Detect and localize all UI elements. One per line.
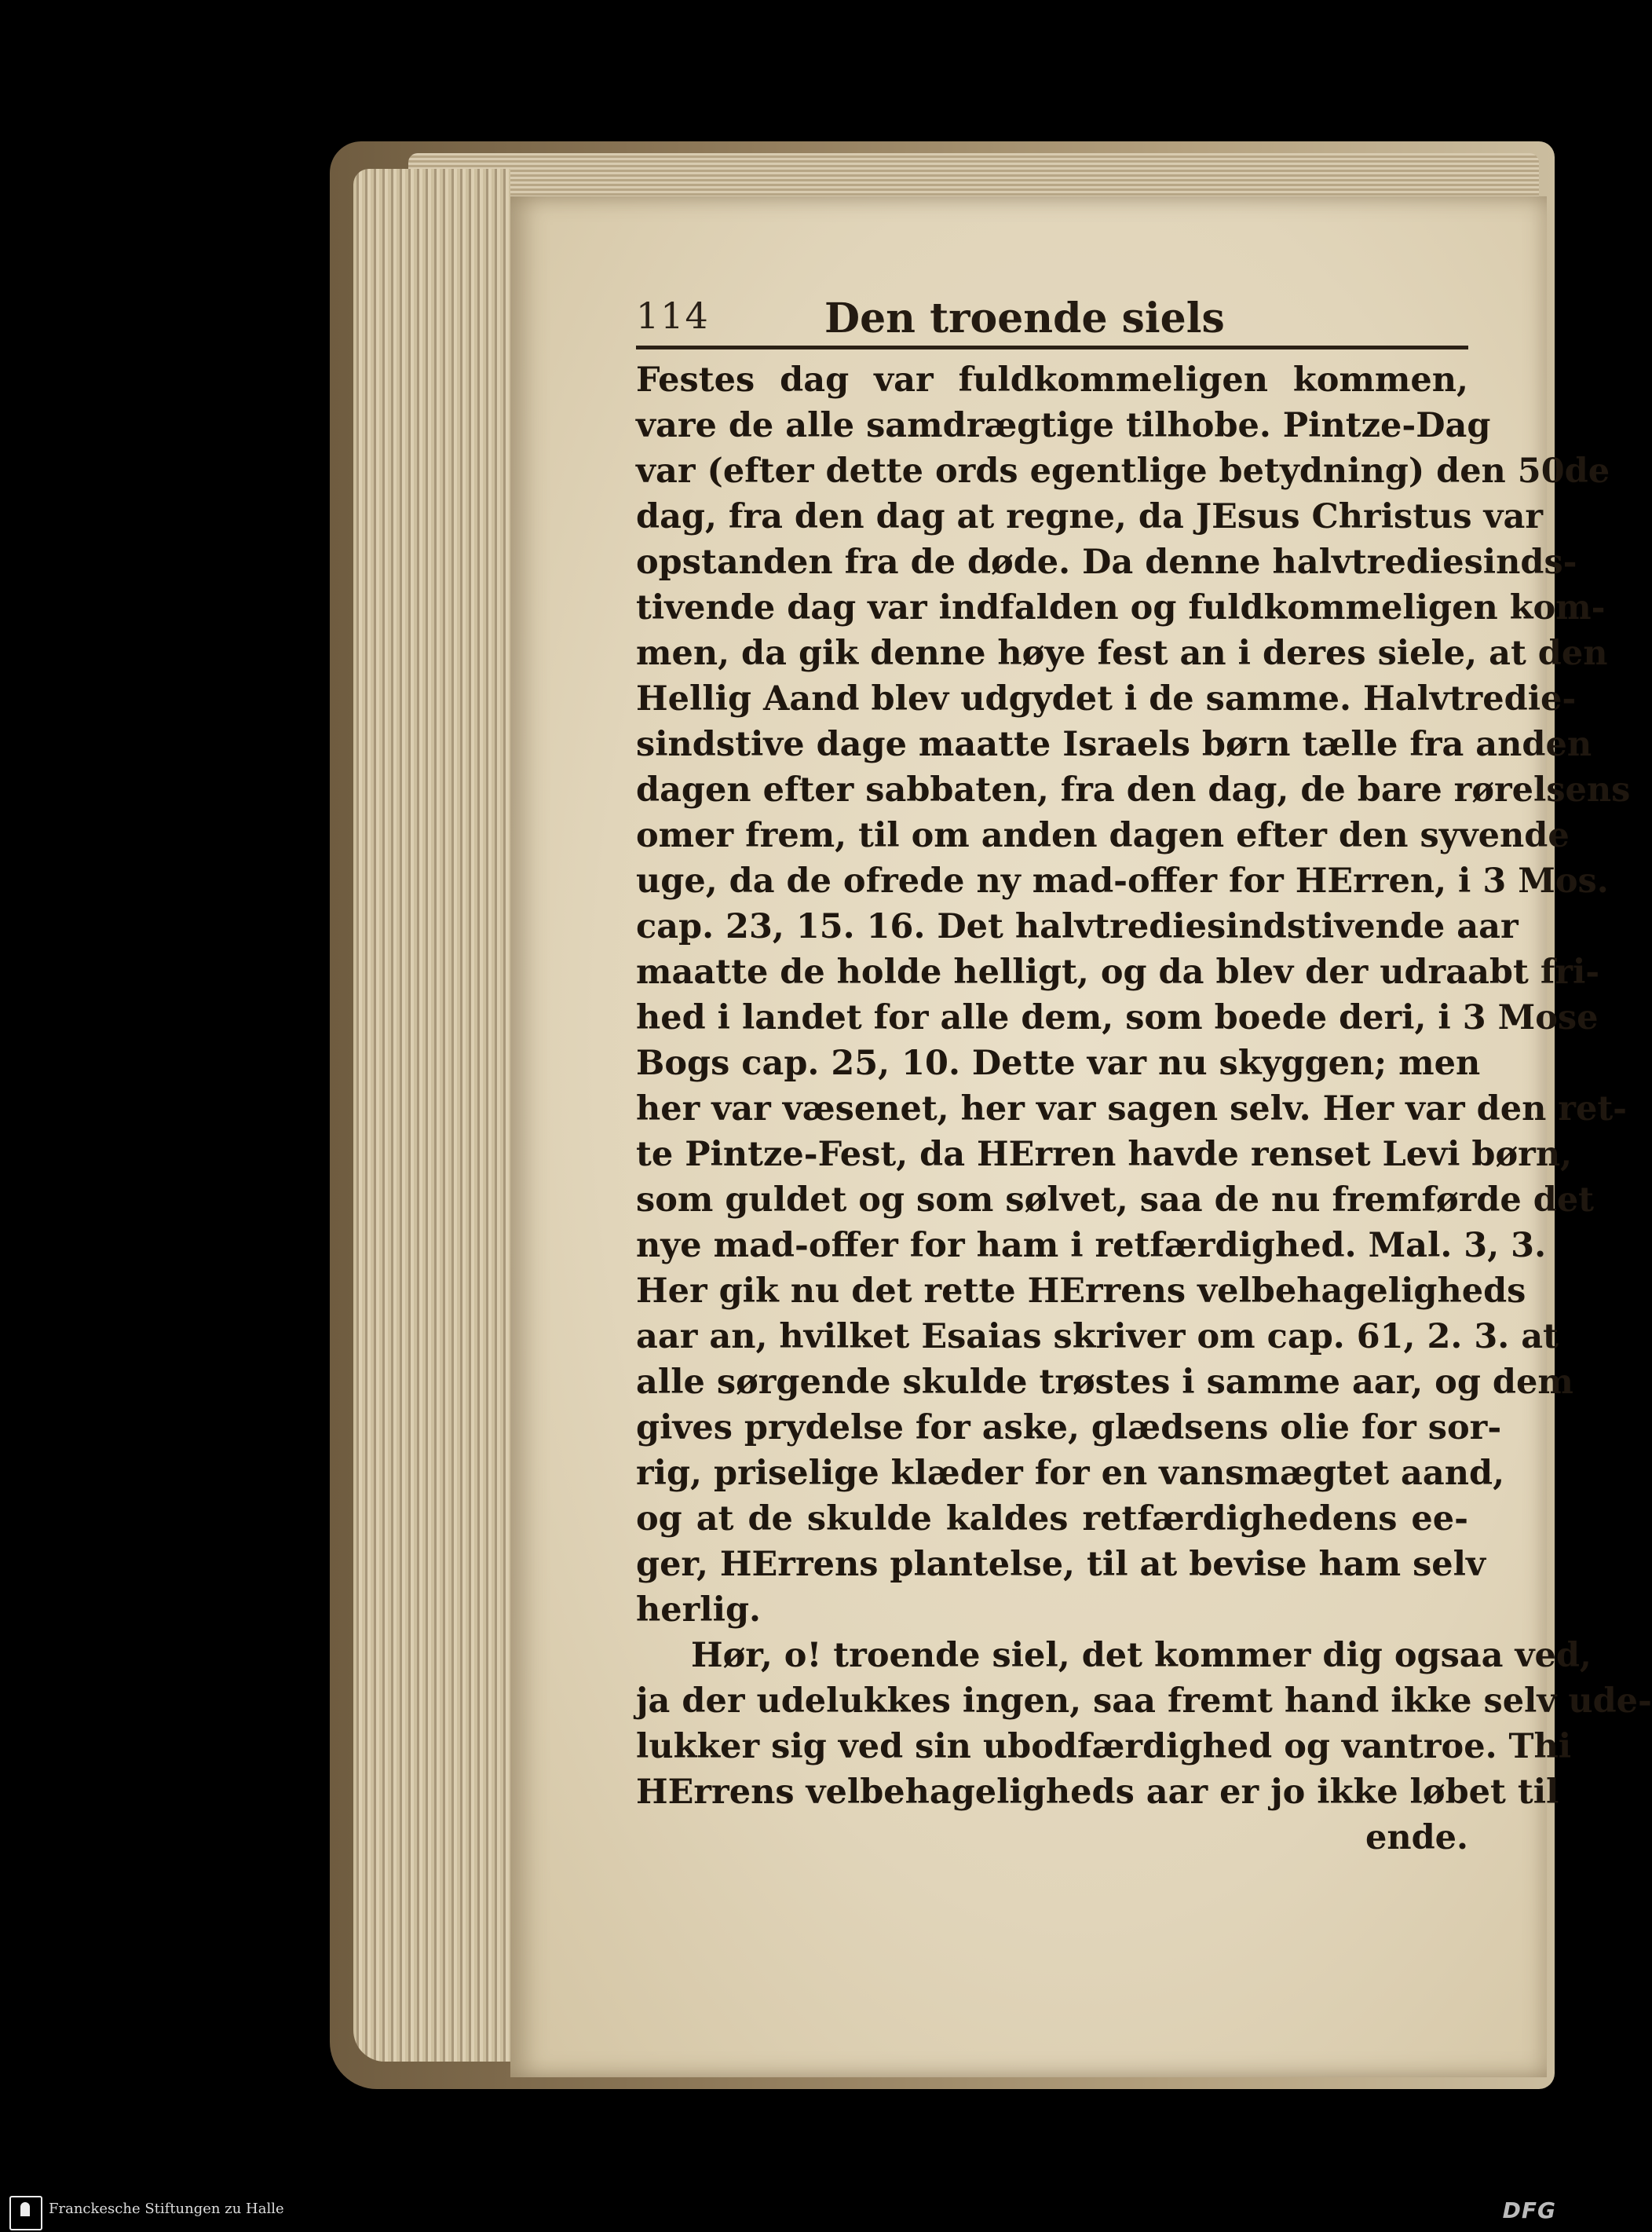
dfg-logo: DFG — [1502, 2197, 1556, 2223]
text-line: Her gik nu det rette HErrens velbehageligheds — [636, 1272, 1526, 1311]
text-line: ger, HErrens plantelse, til at bevise ham selv — [636, 1545, 1486, 1584]
text-line: her var væsenet, her var sagen selv. Her var den ret- — [636, 1089, 1628, 1129]
text-line: gives prydelse for aske, glædsens olie for sor- — [636, 1408, 1502, 1447]
page-stack-edges — [353, 169, 510, 2062]
text-line: herlig. — [636, 1590, 761, 1630]
body-text — [636, 357, 1652, 1861]
text-line: te Pintze-Fest, da HErren havde renset Levi børn, — [636, 1135, 1573, 1174]
text-line: opstanden fra de døde. Da denne halvtrediesinds- — [636, 543, 1577, 582]
text-line: sindstive dage maatte Israels børn tælle fra anden — [636, 725, 1592, 764]
text-line: dagen efter sabbaten, fra den dag, de bare rørelsens — [636, 770, 1631, 810]
text-line: hed i landet for alle dem, som boede deri, i 3 Mose — [636, 998, 1599, 1037]
text-line: Bogs cap. 25, 10. Dette var nu skyggen; men — [636, 1044, 1481, 1083]
text-line: HErrens velbehageligheds aar er jo ikke løbet til — [636, 1773, 1559, 1812]
page-top-edges — [408, 153, 1539, 200]
text-line: tivende dag var indfalden og fuldkommeligen kom- — [636, 588, 1606, 628]
text-line: men, da gik denne høye fest an i deres siele, at den — [636, 634, 1608, 673]
text-line: lukker sig ved sin ubodfærdighed og vantroe. Thi — [636, 1727, 1572, 1766]
page-header — [636, 295, 1468, 349]
text-line: vare de alle samdrægtige tilhobe. Pintze-Dag — [636, 406, 1491, 445]
institution-logo-icon — [9, 2196, 42, 2230]
running-head: Den troende siels — [824, 295, 1225, 342]
text-line: alle sørgende skulde trøstes i samme aar, og dem — [636, 1363, 1573, 1402]
catchword: ende. — [1365, 1818, 1468, 1857]
text-line: aar an, hvilket Esaias skriver om cap. 61, 2. 3. at — [636, 1317, 1559, 1356]
page-number: 114 — [636, 295, 710, 337]
text-line: omer frem, til om anden dagen efter den syvende — [636, 816, 1570, 855]
text-line: cap. 23, 15. 16. Det halvtrediesindstivende aar — [636, 907, 1519, 946]
text-line: Hellig Aand blev udgydet i de samme. Halvtredie- — [636, 679, 1577, 719]
text-line: dag, fra den dag at regne, da JEsus Christus var — [636, 497, 1544, 536]
text-line: og at de skulde kaldes retfærdighedens ee- — [636, 1499, 1468, 1539]
text-line: som guldet og som sølvet, saa de nu fremførde det — [636, 1180, 1595, 1220]
text-line: ja der udelukkes ingen, saa fremt hand ikke selv ude- — [636, 1681, 1652, 1721]
text-line: Festes dag var fuldkommeligen kommen, — [636, 360, 1468, 400]
header-rule — [636, 346, 1468, 349]
text-line: maatte de holde helligt, og da blev der udraabt fri- — [636, 953, 1600, 992]
text-line: rig, priselige klæder for en vansmægtet aand, — [636, 1454, 1505, 1493]
text-line: Hør, o! troende siel, det kommer dig ogsaa ved, — [691, 1636, 1592, 1675]
book-page — [510, 196, 1652, 2077]
viewer-footer — [0, 2191, 1570, 2232]
text-line: uge, da de ofrede ny mad-offer for HErren, i 3 Mos. — [636, 862, 1609, 901]
institution-name: Franckesche Stiftungen zu Halle — [49, 2201, 284, 2217]
text-line: var (efter dette ords egentlige betydning) den 50de — [636, 452, 1610, 491]
text-line: nye mad-offer for ham i retfærdighed. Mal. 3, 3. — [636, 1226, 1547, 1265]
